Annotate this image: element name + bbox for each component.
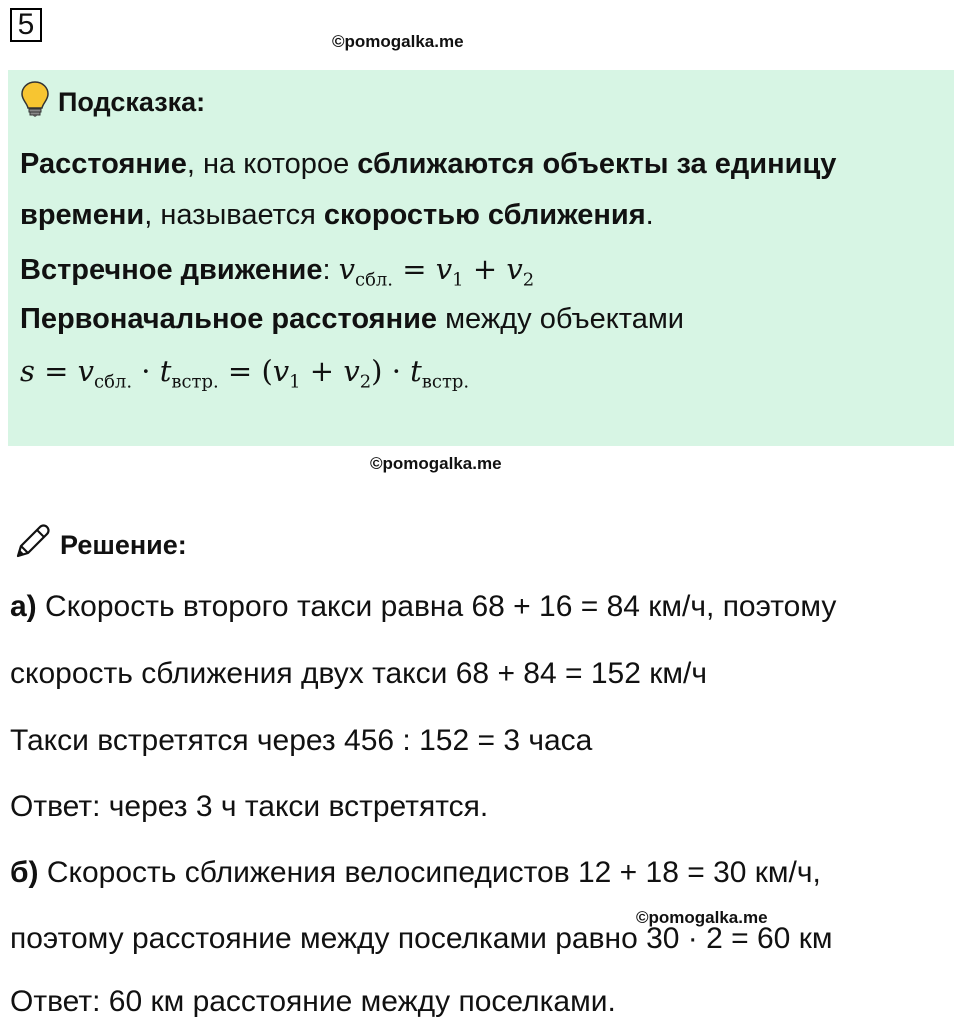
solution-a-line-2: скорость сближения двух такси 68 + 84 = 152 км/ч xyxy=(10,657,707,690)
hint-line-1: Расстояние, на которое сближаются объекты за единицу xyxy=(20,148,837,180)
solution-b-answer: Ответ: 60 км расстояние между поселками. xyxy=(10,985,616,1018)
pencil-icon xyxy=(12,522,60,569)
approach-speed-formula: $v_{сбл.} = v_1 + v_2$ xyxy=(338,252,535,291)
solution-a-line-1: а) Скорость второго такси равна 68 + 16 = 84 км/ч, поэтому xyxy=(10,590,837,623)
solution-title xyxy=(12,522,187,569)
task-number: 5 xyxy=(10,8,42,42)
solution-a-answer: Ответ: через 3 ч такси встретятся. xyxy=(10,790,489,823)
solution-b-line-1: б) Скорость сближения велосипедистов 12 + 18 = 30 км/ч, xyxy=(10,856,821,889)
solution-title-text: Решение: xyxy=(60,530,187,560)
hint-title xyxy=(20,80,205,125)
hint-title-text: Подсказка: xyxy=(58,87,206,117)
watermark: ©pomogalka.me xyxy=(636,908,768,927)
distance-formula: $s = v_{сбл.} \cdot t_{встр.} = (v_1 + v_2) \cdot t_{встр.}$ xyxy=(20,354,470,393)
solution-a-line-3: Такси встретятся через 456 : 152 = 3 часа xyxy=(10,724,593,757)
hint-line-3: Встречное движение: $v_{сбл.} = v_1 + v_2$ xyxy=(20,252,535,291)
solution-b-line-2: поэтому расстояние между поселками равно 30 · 2 = 60 км xyxy=(10,922,833,955)
watermark: ©pomogalka.me xyxy=(332,32,464,51)
watermark: ©pomogalka.me xyxy=(370,454,502,473)
lightbulb-icon xyxy=(20,80,58,125)
hint-line-2: времени, называется скоростью сближения. xyxy=(20,199,654,231)
hint-line-4: Первоначальное расстояние между объектами xyxy=(20,303,684,335)
